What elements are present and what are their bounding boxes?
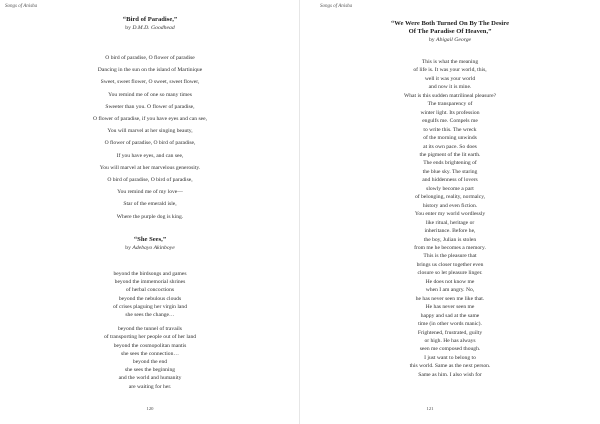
poem2-stanza1-line: beyond the immemorial shrines [114, 279, 186, 286]
poem3-line: of belonging, reality, normalcy, [414, 194, 486, 201]
poem3-line: closure so let pleasure linger. [417, 270, 483, 277]
poem3-line: to write this. The wreck [423, 126, 477, 133]
poem3-line: well it was your world [424, 75, 476, 82]
poem3-byline [300, 37, 600, 44]
right-page [300, 0, 600, 424]
poem1-line: Star of the emerald isle, [123, 201, 177, 208]
poem3-by: by [428, 37, 435, 43]
poem3-line: happy and sad at the same [420, 312, 480, 319]
poem1-line: O bird of paradise, O flower of paradise [105, 55, 195, 61]
poem2-stanza1-line: she sees the change… [125, 312, 175, 319]
poem3-line: at its own pace. So does [423, 143, 477, 150]
poem3-line: Frightened, frustrated, guilty [417, 329, 483, 336]
poem3-line: The ends brightening of [423, 160, 477, 167]
running-header-left: Songs of Anisha [5, 4, 38, 9]
poem1-line: O bird of paradise, O bird of paradise, [107, 177, 193, 184]
poem2-stanza2-line: beyond the cosmopolitan mantis [113, 342, 187, 349]
poem1-by: by [125, 25, 131, 31]
poem2-stanza1-line: of crises plaguing her virgin land [113, 303, 187, 310]
poem3-line: inheritance. Before he, [424, 228, 476, 235]
poem1-line: O flower of paradise, if you have eyes and can see, [92, 116, 207, 123]
poem3-line: he has never seen me like that. [415, 295, 485, 302]
poem3-line: engulfs me. Compels me [422, 118, 478, 125]
poem3-line: or high. He has always [424, 337, 476, 344]
poem2-title: “She Sees,” [133, 236, 167, 243]
poem1-line: Dancing in the sun on the island of Martinique [97, 67, 203, 74]
poem1-author: D.M.D. Goodhead [132, 25, 175, 31]
poem3-line: This is the pleasure that [423, 253, 477, 260]
poem3-line: like ritual, heritage or [425, 219, 475, 226]
poem1-body [0, 52, 300, 223]
poem1-line: Sweet, sweet flower, O sweet, sweet flower, [100, 79, 200, 86]
running-header-right: Songs of Anisha [320, 4, 353, 9]
poem2-stanza2-line: beyond the tunnel of travails [117, 326, 182, 333]
page-number-right: 121 [426, 406, 434, 411]
poem3-line: the boy, Julian is stolen [423, 236, 477, 243]
poem2-stanza1-line: beyond the nebulous clouds [118, 295, 182, 302]
poem3-line: the pigment of the lit earth. [419, 151, 481, 158]
poem1-line: Where the purple dog is king. [116, 213, 184, 220]
poem3-line: seen me composed though. [419, 346, 481, 353]
poem1-line: O flower of paradise, O bird of paradise, [104, 140, 196, 147]
poem3-body [300, 58, 600, 379]
poem3-author: Abigail George [436, 37, 472, 43]
poem3-title-line2: Of The Paradise Of Heaven,” [408, 28, 492, 35]
poem3-line: I just want to belong to [424, 354, 476, 361]
poem3-line: of the morning unwinds [423, 135, 477, 142]
poem1-title: “Bird of Paradise,” [122, 16, 178, 23]
poem3-line: He does not know me [425, 278, 475, 285]
poem3-line: and now it is mine. [428, 84, 472, 91]
poem3-line: What is this sudden matrilineal pleasure? [403, 92, 497, 99]
poem3-line: this world. Same as the next person. [409, 363, 491, 370]
poem1-line: Sweeter than you. O flower of paradise, [105, 103, 195, 110]
poem2-stanza2-line: of transporting her people out of her land [103, 334, 197, 341]
poem3-line: brings us closer together even [416, 261, 484, 268]
poem3-line: when I am angry. No, [425, 287, 475, 294]
poem3-line: of life is. It was your world, this, [413, 67, 487, 74]
poem3-line: from me he becomes a memory. [414, 244, 486, 251]
poem2-stanza2-line: are waiting for her. [128, 383, 172, 390]
poem3-line: He has never seen me [425, 304, 475, 311]
poem1-line: If you have eyes, and can see, [116, 152, 184, 159]
page-number-left: 120 [146, 406, 154, 411]
poem3-line: This is what the meaning [421, 59, 479, 65]
poem2-body [0, 270, 300, 391]
poem2-stanza1-line: beyond the birdsongs and games [113, 271, 187, 277]
poem3-line: Same as him. I also wish for [418, 371, 482, 378]
poem2-stanza1-line: of herbal concoctions [125, 287, 175, 294]
poem1-byline [0, 25, 300, 32]
poem3-line: the blue sky. The staring [422, 168, 478, 175]
poem3-line: The transparency of [427, 101, 473, 108]
poem2-byline [0, 245, 300, 252]
poem1-line: You will marvel at her singing beauty, [107, 128, 193, 135]
poem2-author: Adebayo Akinboye [132, 245, 175, 251]
poem2-stanza2-line: beyond the end [132, 359, 168, 366]
poem1-line: You remind me of my love— [117, 189, 183, 196]
poem1-line: You remind me of one so many times [108, 91, 192, 98]
poem1-line: You will marvel at her marvelous generosity. [99, 164, 201, 171]
poem3-line: slowly become a part [426, 185, 474, 192]
poem3-line: history and even fiction. [422, 202, 478, 209]
poem2-stanza2-line: she sees the beginning [124, 367, 176, 374]
poem3-line: and hiddenness of lovers [422, 177, 478, 184]
poem2-stanza2-line: she sees the connection… [121, 350, 179, 357]
poem2-by: by [125, 245, 131, 251]
poem2-stanza2-line: and the world and humanity [118, 375, 182, 382]
poem3-title-line1: “We Were Both Turned On By The Desire [390, 20, 510, 27]
poem3-line: winter light. Its profession [420, 109, 480, 116]
poem3-line: time (in other words manic). [418, 321, 482, 328]
poem3-line: You enter my world wordlessly [414, 211, 486, 218]
